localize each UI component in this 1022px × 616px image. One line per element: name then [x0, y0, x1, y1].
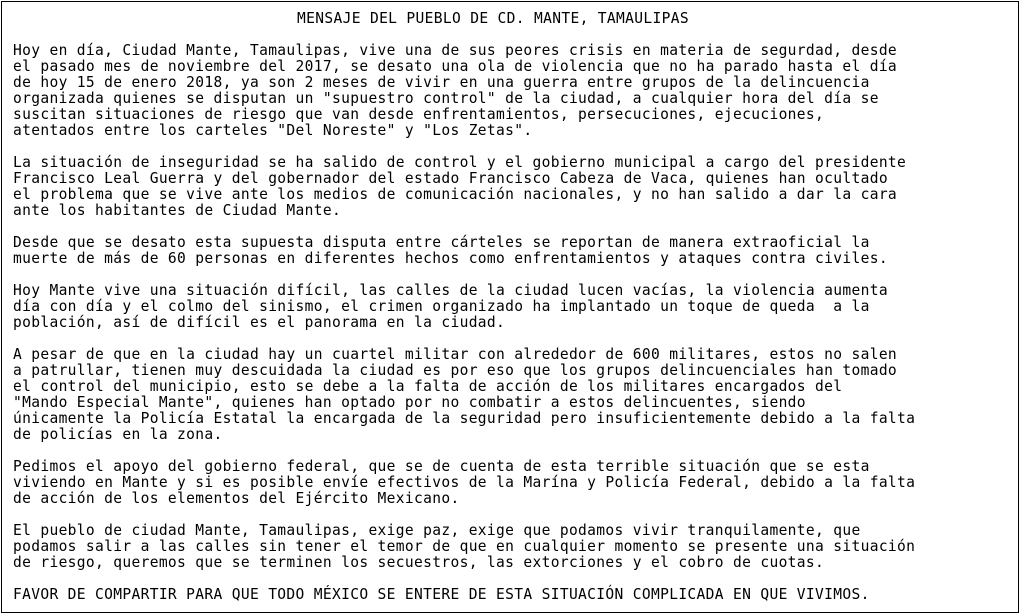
paragraph-line: Hoy Mante vive una situación difícil, las calles de la ciudad lucen vacías, la violencia aumenta — [13, 281, 888, 299]
paragraph-line: Hoy en día, Ciudad Mante, Tamaulipas, vive una de sus peores crisis en materia de segurdad, desde — [13, 41, 898, 59]
paragraph-line: organizada quienes se disputan un "supuestro control" de la ciudad, a cualquier hora del día se — [13, 89, 879, 107]
paragraph-line: el problema que se vive ante los medios de comunicación nacionales, y no han salido a dar la cara — [13, 185, 898, 203]
paragraph — [13, 282, 973, 330]
paragraph-line: de acción de los elementos del Ejército Mexicano. — [13, 489, 460, 507]
paragraph-line: a patrullar, tienen muy descuidada la ciudad es por eso que los grupos delincuenciales han tomado — [13, 361, 898, 379]
paragraph-line: Pedimos el apoyo del gobierno federal, que se de cuenta de esta terrible situación que se esta — [13, 457, 870, 475]
paragraph-line: de riesgo, queremos que se terminen los secuestros, las extorciones y el cobro de cuotas. — [13, 553, 825, 571]
paragraph-line: La situación de inseguridad se ha salido de control y el gobierno municipal a cargo del presidente — [13, 153, 907, 171]
paragraph — [13, 42, 973, 138]
paragraph-line: Desde que se desato esta supuesta disputa entre cárteles se reportan de manera extraoficial la — [13, 233, 870, 251]
paragraph-line: muerte de más de 60 personas en diferentes hechos como enfrentamientos y ataques contra civiles. — [13, 249, 888, 267]
paragraph-line: de hoy 15 de enero 2018, ya son 2 meses de vivir en una guerra entre grupos de la delincuencia — [13, 73, 870, 91]
paragraph-line: únicamente la Policía Estatal la encargada de la seguridad pero insuficientemente debido a la falta — [13, 409, 916, 427]
paragraph — [13, 458, 973, 506]
paragraph-line: suscitan situaciones de riesgo que van desde enfrentamientos, persecuciones, ejecuciones, — [13, 105, 825, 123]
paragraph-line: El pueblo de ciudad Mante, Tamaulipas, exige paz, exige que podamos vivir tranquilamente, que — [13, 521, 861, 539]
paragraph-line: población, así de difícil es el panorama en la ciudad. — [13, 313, 506, 331]
document-title: MENSAJE DEL PUEBLO DE CD. MANTE, TAMAULIPAS — [297, 9, 689, 27]
document-body — [13, 10, 973, 602]
paragraph-list — [13, 42, 973, 570]
paragraph-line: "Mando Especial Mante", quienes han optado por no combatir a estos delincuentes, siendo — [13, 393, 806, 411]
paragraph-line: el control del municipio, esto se debe a la falta de acción de los militares encargados del — [13, 377, 843, 395]
paragraph-line: podamos salir a las calles sin tener el temor de que en cualquier momento se presente una situación — [13, 537, 916, 555]
document-frame — [1, 1, 1019, 613]
paragraph — [13, 154, 973, 218]
paragraph — [13, 522, 973, 570]
closing-statement: FAVOR DE COMPARTIR PARA QUE TODO MÉXICO SE ENTERE DE ESTA SITUACIÓN COMPLICADA EN QUE VIVIMOS. — [13, 585, 870, 603]
paragraph-line: el pasado mes de noviembre del 2017, se desato una ola de violencia que no ha parado hasta el día — [13, 57, 898, 75]
paragraph-line: Francisco Leal Guerra y del gobernador del estado Francisco Cabeza de Vaca, quienes han ocultado — [13, 169, 888, 187]
paragraph-line: de policías en la zona. — [13, 425, 223, 443]
paragraph-line: día con día y el colmo del sinismo, el crimen organizado ha implantado un toque de queda a la — [13, 297, 870, 315]
paragraph — [13, 346, 973, 442]
paragraph-line: atentados entre los carteles "Del Noreste" y "Los Zetas". — [13, 121, 533, 139]
paragraph-line: A pesar de que en la ciudad hay un cuartel militar con alrededor de 600 militares, estos no salen — [13, 345, 898, 363]
paragraph-line: viviendo en Mante y si es posible envíe efectivos de la Marína y Policía Federal, debido a la falta — [13, 473, 916, 491]
paragraph-line: ante los habitantes de Ciudad Mante. — [13, 201, 342, 219]
paragraph — [13, 234, 973, 266]
